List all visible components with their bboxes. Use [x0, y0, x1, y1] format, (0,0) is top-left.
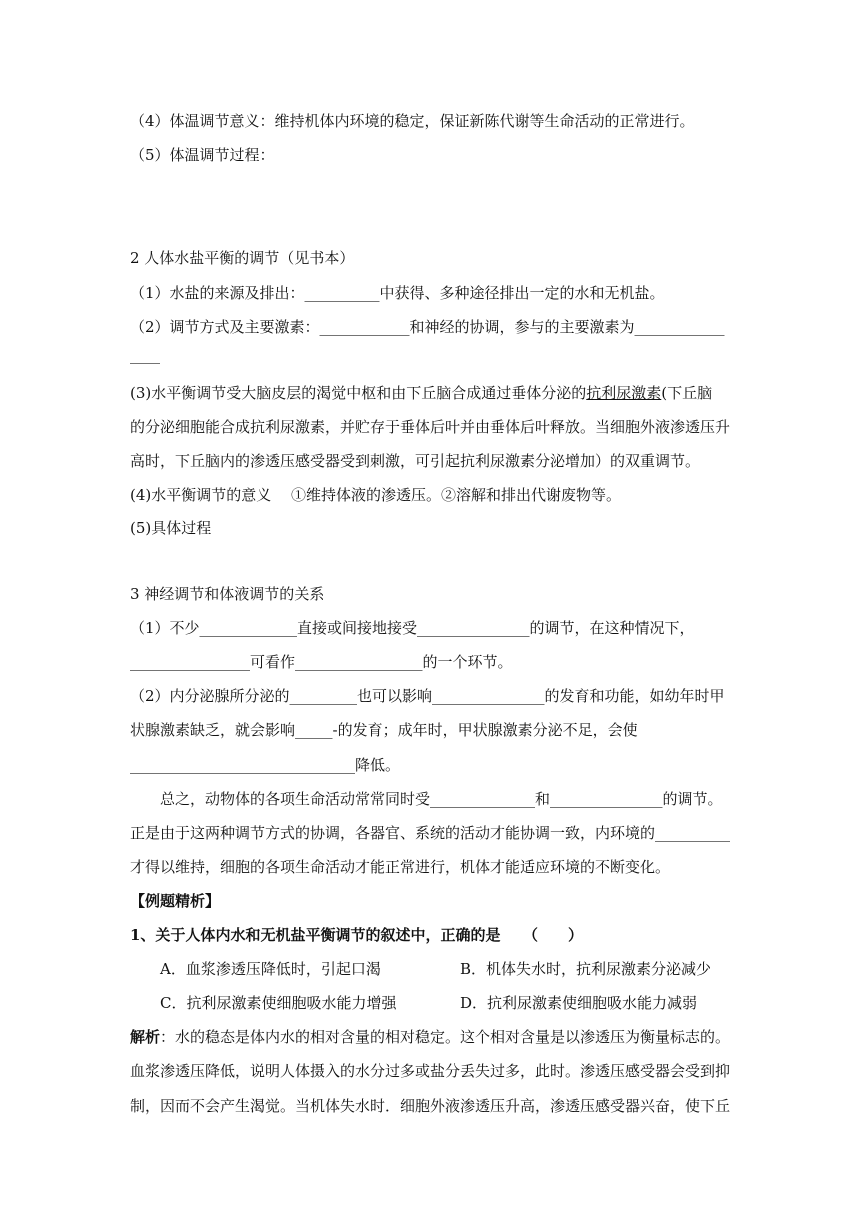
water-salt-item-3-line-2: 的分泌细胞能合成抗利尿激素，并贮存于垂体后叶并由垂体后叶释放。当细胞外液渗透压升 — [130, 418, 731, 436]
analysis-line-2: 血浆渗透压降低，说明人体摄入的水分过多或盐分丢失过多，此时。渗透压感受器会受到抑 — [130, 1062, 731, 1080]
water-salt-item-1: （1）水盐的来源及排出：__________中获得、多种途径排出一定的水和无机盐。 — [130, 284, 665, 302]
summary-line-3: 才得以维持，细胞的各项生命活动才能正常进行，机体才能适应环境的不断变化。 — [130, 858, 671, 876]
analysis-line-3: 制，因而不会产生渴觉。当机体失水时．细胞外液渗透压升高，渗透压感受器兴奋，使下丘 — [130, 1097, 731, 1115]
water-salt-item-5: (5)具体过程 — [130, 519, 212, 537]
water-salt-item-3-line-3: 高时，下丘脑内的渗透压感受器受到刺激，可引起抗利尿激素分泌增加）的双重调节。 — [130, 452, 701, 470]
water-salt-item-4: (4)水平衡调节的意义 ①维持体液的渗透压。②溶解和排出代谢废物等。 — [130, 486, 622, 504]
analysis-line-1 — [130, 1027, 730, 1047]
neural-humoral-item-1-line-2: ________________可看作_________________的一个环节。 — [130, 653, 513, 671]
item-3-text-post: (下丘脑 — [661, 384, 713, 402]
water-salt-item-3-line-1 — [130, 383, 730, 403]
analysis-text-1: ：水的稳态是体内水的相对含量的相对稳定。这个相对含量是以渗透压为衡量标志的。 — [160, 1028, 731, 1046]
water-salt-heading: 2 人体水盐平衡的调节（见书本） — [130, 249, 355, 267]
summary-line-1: 总之，动物体的各项生命活动常常同时受______________和_______________的调节。 — [130, 790, 723, 808]
examples-heading: 【例题精析】 — [130, 892, 221, 910]
option-c: C．抗利尿激素使细胞吸水能力增强 — [160, 994, 397, 1012]
neural-humoral-item-2-line-2: 状腺激素缺乏，就会影响_____-的发育；成年时，甲状腺激素分泌不足，会使 — [130, 721, 638, 739]
option-d: D．抗利尿激素使细胞吸水能力减弱 — [460, 994, 698, 1012]
water-salt-item-2-line-1: （2）调节方式及主要激素：____________和神经的协调，参与的主要激素为____________ — [130, 318, 725, 336]
temperature-regulation-process: （5）体温调节过程： — [130, 146, 275, 164]
neural-humoral-item-2-line-1: （2）内分泌腺所分泌的_________也可以影响_______________的发育和功能，如幼年时甲 — [130, 687, 725, 705]
neural-humoral-item-2-line-3: ______________________________降低。 — [130, 756, 401, 774]
neural-humoral-item-1-line-1: （1）不少_____________直接或间接地接受_______________的调节，在这种情况下， — [130, 619, 695, 637]
item-3-text-pre: (3)水平衡调节受大脑皮层的渴觉中枢和由下丘脑合成通过垂体分泌的 — [130, 384, 587, 402]
option-a: A．血浆渗透压降低时，引起口渴 — [160, 960, 381, 978]
temperature-regulation-significance: （4）体温调节意义：维持机体内环境的稳定，保证新陈代谢等生命活动的正常进行。 — [130, 112, 695, 130]
option-b: B．机体失水时，抗利尿激素分泌减少 — [460, 960, 712, 978]
analysis-label: 解析 — [130, 1028, 161, 1046]
antidiuretic-hormone-term: 抗利尿激素 — [586, 384, 662, 402]
water-salt-item-2-line-2: ____ — [130, 346, 160, 364]
neural-humoral-heading: 3 神经调节和体液调节的关系 — [130, 585, 325, 603]
question-1: 1、关于人体内水和无机盐平衡调节的叙述中，正确的是 （ ） — [130, 926, 583, 944]
summary-line-2: 正是由于这两种调节方式的协调，各器官、系统的活动才能协调一致，内环境的__________ — [130, 824, 731, 842]
